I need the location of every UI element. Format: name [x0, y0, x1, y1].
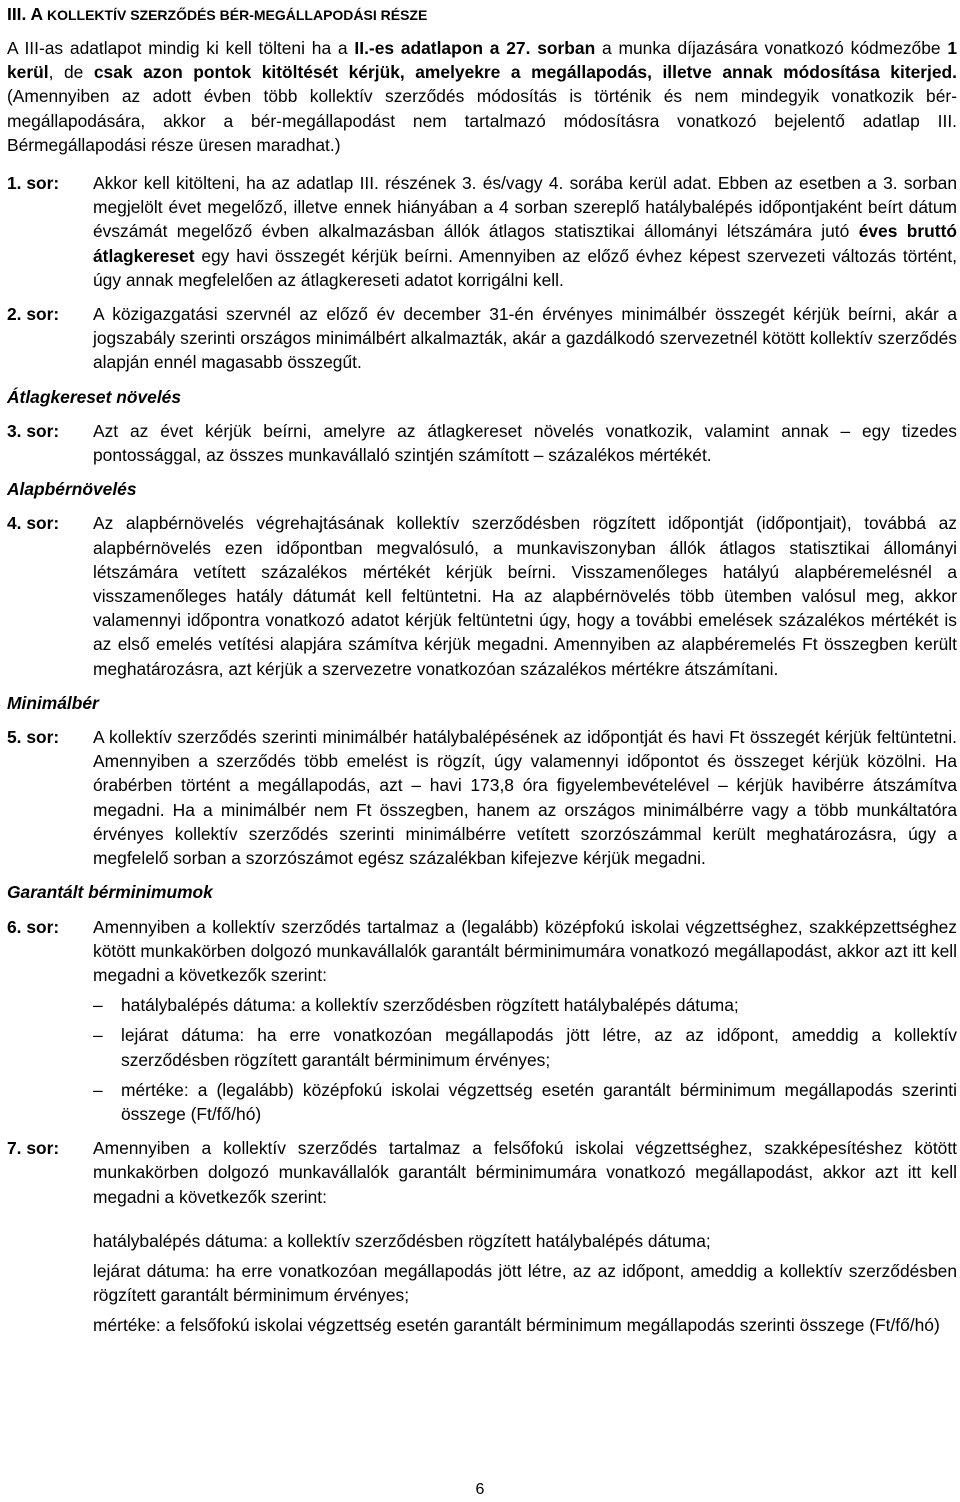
row-4-label: 4. sor:	[7, 513, 60, 534]
intro-text-1: A III-as adatlapot mindig ki kell tölteni ha a	[7, 38, 355, 58]
list-item-text: mértéke: a felsőfokú iskolai végzettség esetén garantált bérminimum megállapodás szerinti összege (Ft/fő/hó)	[93, 1315, 940, 1336]
row-5-text: A kollektív szerződés szerinti minimálbér hatálybalépésének az időpontját és havi Ft összegét kérjük feltüntetni. Amennyiben a szerződés több emelést is rögzít, úgy valamennyi időpontot és összeget kérjük közölni. Ha órabérben történt a megállapodás, azt – havi 173,8 óra figyelembevételével – kérjük havibérre átszámítva megadni. Ha a minimálbér nem Ft összegben, hanem az országos minimálbérre vagy a több munkáltatóra érvényes kollektív szerződés szerinti minimálbérre vetített szorzószámmal került meghatározásra, úgy a megfelelő sorban a szorzószámot egész százalékban kifejezve kérjük megadni.	[93, 727, 957, 869]
row-4	[7, 511, 957, 680]
intro-bold-2: 1 kerül	[7, 38, 958, 83]
heading-minimalber: Minimálbér	[7, 692, 99, 713]
list-item-text: hatálybalépés dátuma: a kollektív szerződésben rögzített hatálybalépés dátuma;	[121, 995, 739, 1016]
page-number: 6	[475, 1481, 485, 1498]
row-5	[7, 725, 957, 870]
row-6-label: 6. sor:	[7, 916, 60, 937]
heading-alapbernoveles: Alapbérnövelés	[7, 479, 137, 500]
row-5-label: 5. sor:	[7, 727, 60, 748]
dash-marker: –	[93, 1079, 103, 1100]
list-item	[93, 1078, 957, 1126]
row-6-content	[93, 915, 957, 1127]
row-1-text-a: Akkor kell kitölteni, ha az adatlap III. részének 3. és/vagy 4. sorába kerül adat. Ebben az esetben a 3. sorban megjelölt évet megelőző, illetve ennek hiányában a 4 sorban szereplő hatálybalépés időpontjaként beírt dátum évszámát megelőző évben alkalmazásban állók átlagos statisztikai állományi létszámára jutó	[93, 173, 957, 242]
row-7-label: 7. sor:	[7, 1138, 60, 1159]
row-3-label: 3. sor:	[7, 420, 60, 441]
intro-text-3: , de	[48, 62, 94, 83]
title-rest: KOLLEKTÍV SZERZŐDÉS BÉR-MEGÁLLAPODÁSI RÉSZE	[43, 7, 428, 23]
row-3	[7, 419, 957, 467]
row-1-text-b: egy havi összegét kérjük beírni. Amennyiben az előző évhez képest szervezeti változás történt, úgy annak megfelelően az átlagkereseti adatot korrigálni kell.	[93, 245, 957, 290]
section-title	[7, 0, 957, 26]
heading-garantalt-berminimumok: Garantált bérminimumok	[7, 882, 213, 903]
row-6-text: Amennyiben a kollektív szerződés tartalmaz a (legalább) középfokú iskolai végzettséghez, szakképzettséghez kötött munkakörben dolgozó munkavállalók garantált bérminimumára vonatkozó megállapodást, akkor azt itt kell megadni a következők szerint:	[93, 916, 957, 985]
list-item	[93, 993, 957, 1017]
list-item-text: hatálybalépés dátuma: a kollektív szerződésben rögzített hatálybalépés dátuma;	[93, 1230, 711, 1251]
intro-bold-3: csak azon pontok kitöltését kérjük, amelyekre a megállapodás, illetve annak módosítása kiterjed.	[93, 62, 958, 83]
list-item-text: lejárat dátuma: ha erre vonatkozóan megállapodás jött létre, az az időpont, ameddig a kollektív szerződésben rögzített garantált bérminimum érvényes;	[121, 1025, 957, 1070]
intro-bold-1: II.-es adatlapon a 27. sorban	[354, 38, 596, 58]
row-1	[7, 171, 957, 292]
dash-marker: –	[93, 1025, 103, 1046]
row-1-label: 1. sor:	[7, 173, 60, 194]
row-6	[7, 915, 957, 1127]
row-2-label: 2. sor:	[7, 304, 60, 325]
intro-text-2: a munka díjazására vonatkozó kódmezőbe	[595, 38, 948, 58]
row-2-text: A közigazgatási szervnél az előző év december 31-én érvényes minimálbér összegét kérjük beírni, akár a jogszabály szerinti országos minimálbért alkalmazták, akár a gazdálkodó szervezetnél kötött kollektív szerződés alapján ennél magasabb összegűt.	[93, 304, 957, 373]
title-prefix: III. A	[7, 4, 44, 24]
intro-paragraph	[7, 36, 957, 157]
row-7-text: Amennyiben a kollektív szerződés tartalmaz a felsőfokú iskolai végzettséghez, szakképesítéshez kötött munkakörben dolgozó munkavállalók garantált bérminimumára vonatkozó megállapodást, akkor azt itt kell megadni a következők szerint:	[93, 1138, 957, 1207]
intro-text-4: (Amennyiben az adott évben több kollektív szerződés módosítás is történik és nem mindegyik vonatkozik bér-megállapodására, akkor a bér-megállapodást nem tartalmazó módosításra vonatkozó bejelentő adatlap III. Bérmegállapodási része üresen maradhat.)	[7, 86, 957, 155]
row-1-text	[93, 171, 957, 292]
row-4-text: Az alapbérnövelés végrehajtásának kollektív szerződésben rögzített időpontját (időpontjait), továbbá az alapbérnövelés ezen időpontban megvalósuló, a munkaviszonyban állók átlagos statisztikai állományi létszámára vetített százalékos mértékét kérjük beírni. Visszamenőleges hatályú alapbéremelésnél a visszamenőleges hatály dátumát kell feltüntetni. Ha az alapbérnövelés több ütemben valósul meg, akkor valamennyi időpontra vonatkozó adatot kérjük feltüntetni úgy, hogy a további emelések százalékos mértékét is az első emelés vetítési alapjára számítva kérjük megadni. Amennyiben az alapbéremelés Ft összegben került meghatározásra, azt kérjük a szervezetre vonatkozóan százalékos mértékre átszámítani.	[93, 513, 957, 679]
list-item	[93, 1023, 957, 1071]
row-3-text: Azt az évet kérjük beírni, amelyre az átlagkereset növelés vonatkozik, valamint annak – egy tizedes pontossággal, az összes munkavállaló szintjén számított – százalékos mértékét.	[93, 420, 957, 466]
row-7	[7, 1136, 957, 1337]
dash-marker: –	[93, 995, 103, 1016]
heading-atlagkereset: Átlagkereset növelés	[7, 386, 181, 407]
row-1-bold: éves bruttó átlagkereset	[93, 221, 957, 266]
row-2	[7, 302, 957, 375]
list-item-text: lejárat dátuma: ha erre vonatkozóan megállapodás jött létre, az az időpont, ameddig a kollektív szerződésben rögzített garantált bérminimum érvényes;	[93, 1260, 957, 1306]
row-7-content	[93, 1136, 957, 1337]
list-item-text: mértéke: a (legalább) középfokú iskolai végzettség esetén garantált bérminimum megállapodás szerinti összege (Ft/fő/hó)	[121, 1079, 957, 1124]
document-page	[7, 0, 957, 1338]
